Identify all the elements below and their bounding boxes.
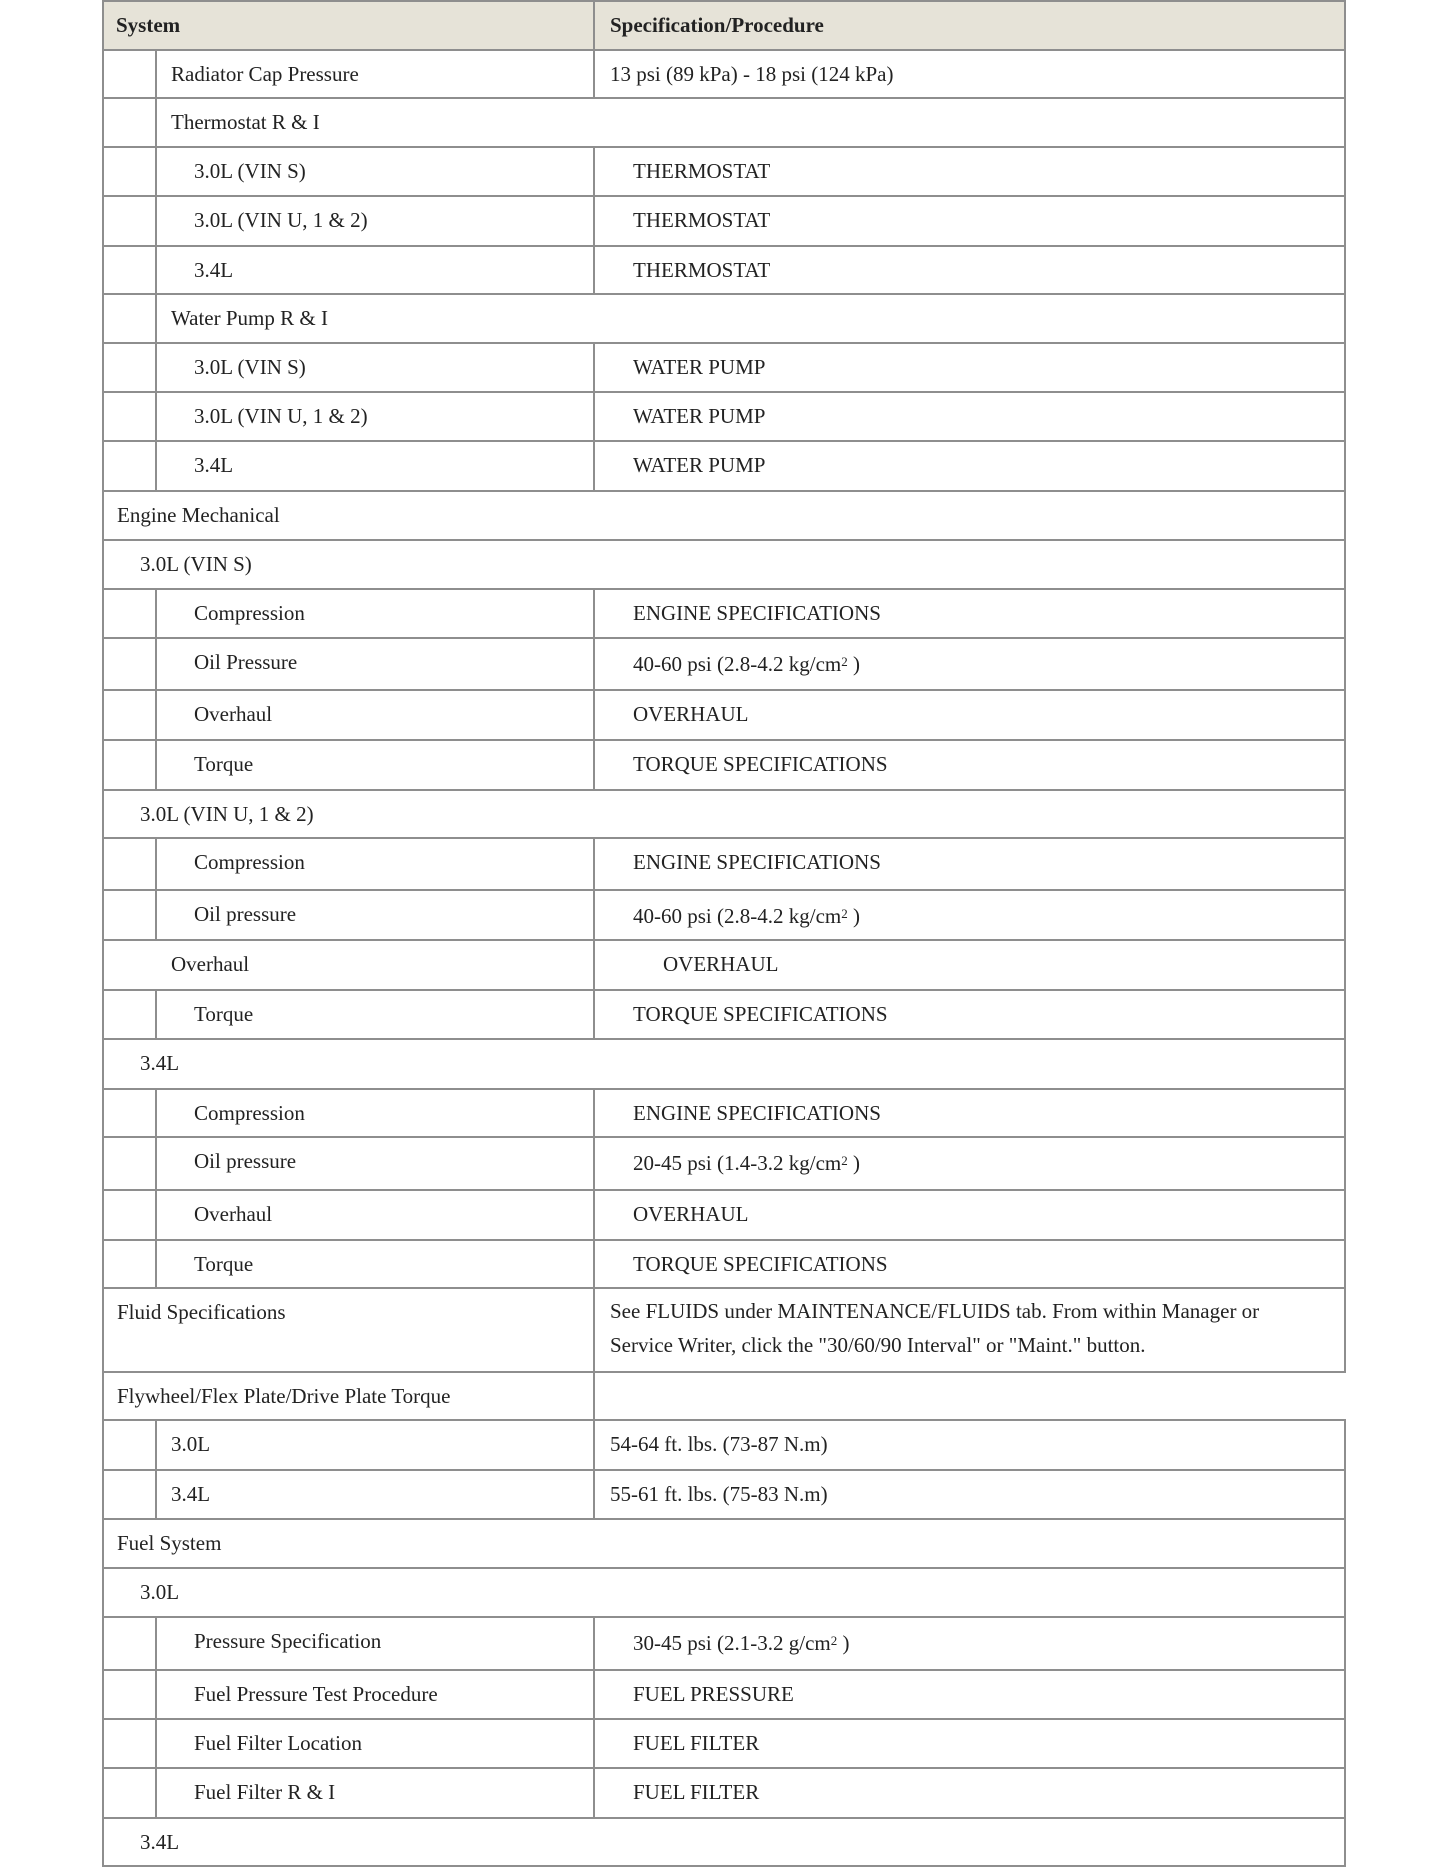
table-rule [593,1470,595,1520]
table-rule [1344,1420,1346,1471]
row-16-system: Compression [194,850,305,874]
spec-superscript: 2 [841,906,848,921]
table-rule [1344,589,1346,639]
row-31-spec [633,1631,849,1655]
table-rule [102,789,1346,791]
row-34-system: Fuel Filter R & I [194,1780,336,1804]
row-21-system: Compression [194,1101,305,1125]
row-33-system: Fuel Filter Location [194,1731,362,1755]
table-rule [102,1865,1346,1867]
spec-text-after: ) [847,1151,860,1175]
table-rule [155,990,157,1040]
table-rule [102,739,1346,741]
row-13-spec: OVERHAUL [633,702,749,726]
table-rule [1344,1288,1346,1373]
table-rule [1344,790,1346,839]
table-rule [593,1,595,51]
table-rule [1344,990,1346,1040]
table-rule [102,195,1346,197]
table-rule [155,638,157,691]
spec-text-after: ) [847,652,860,676]
table-rule [1344,294,1346,344]
table-rule [1344,740,1346,791]
table-rule [155,246,157,295]
table-rule [102,97,1346,99]
row-21-spec: ENGINE SPECIFICATIONS [633,1101,881,1125]
table-rule [102,689,1346,691]
table-rule [1344,147,1346,197]
row-32-system: Fuel Pressure Test Procedure [194,1682,438,1706]
table-rule [1344,1818,1346,1867]
row-28-spec: 55-61 ft. lbs. (75-83 N.m) [610,1482,828,1506]
table-rule [102,588,1346,590]
table-rule [102,637,1346,639]
row-10-system: 3.0L (VIN S) [140,552,252,576]
table-rule [593,196,595,247]
row-0-system: Radiator Cap Pressure [171,62,359,86]
table-rule [1344,1240,1346,1289]
table-rule [102,1718,1346,1720]
row-23-system: Overhaul [194,1202,273,1226]
table-rule [102,440,1346,442]
table-rule [1344,1768,1346,1819]
table-rule [155,1719,157,1769]
row-8-system: 3.4L [194,453,234,477]
table-rule [155,50,157,99]
table-rule [102,1189,1346,1191]
table-rule [593,690,595,741]
table-rule [102,1239,1346,1241]
row-32-spec: FUEL PRESSURE [633,1682,794,1706]
table-rule [593,1420,595,1471]
table-rule [1344,1470,1346,1520]
table-rule [1344,1089,1346,1138]
row-16-spec: ENGINE SPECIFICATIONS [633,850,881,874]
table-rule [1344,343,1346,393]
row-13-system: Overhaul [194,702,273,726]
table-rule [593,1670,595,1720]
table-rule [102,1088,1346,1090]
table-rule [593,246,595,295]
table-rule [1344,1190,1346,1241]
row-26-system: Flywheel/Flex Plate/Drive Plate Torque [117,1384,451,1408]
table-rule [102,391,1346,393]
row-4-spec: THERMOSTAT [633,258,771,282]
table-rule [1344,1039,1346,1090]
row-14-system: Torque [194,752,254,776]
table-rule [155,147,157,197]
table-rule [155,1670,157,1720]
table-rule [155,740,157,791]
table-rule [1344,940,1346,991]
table-rule [1344,1719,1346,1769]
table-rule [593,1372,595,1421]
table-rule [1344,1568,1346,1618]
row-9-system: Engine Mechanical [117,503,280,527]
table-rule [1344,1617,1346,1671]
row-6-system: 3.0L (VIN S) [194,355,306,379]
table-rule [155,1768,157,1819]
spec-text: 40-60 psi (2.8-4.2 kg/cm [633,652,842,676]
table-rule [593,1719,595,1769]
row-0-spec: 13 psi (89 kPa) - 18 psi (124 kPa) [610,62,894,86]
table-rule [155,890,157,941]
table-rule [155,441,157,492]
table-rule [593,1089,595,1138]
table-rule [102,1669,1346,1671]
table-rule [102,245,1346,247]
table-rule [155,1617,157,1671]
row-11-spec: ENGINE SPECIFICATIONS [633,601,881,625]
row-14-spec: TORQUE SPECIFICATIONS [633,752,888,776]
row-18-spec: OVERHAUL [663,952,779,976]
table-rule [155,196,157,247]
row-6-spec: WATER PUMP [633,355,766,379]
table-rule [102,490,1346,492]
table-rule [102,0,1346,2]
row-7-system: 3.0L (VIN U, 1 & 2) [194,404,368,428]
row-25-system: Fluid Specifications [117,1300,286,1324]
row-3-system: 3.0L (VIN U, 1 & 2) [194,208,368,232]
row-15-system: 3.0L (VIN U, 1 & 2) [140,802,314,826]
table-rule [155,1137,157,1191]
table-rule [102,989,1346,991]
table-rule [155,1089,157,1138]
table-rule [102,939,1346,941]
table-rule [1344,690,1346,741]
table-rule [102,146,1346,148]
spec-superscript: 2 [841,654,848,669]
table-rule [593,1240,595,1289]
table-rule [1344,1670,1346,1720]
table-rule [593,1137,595,1191]
table-rule [1344,491,1346,541]
table-rule [1344,50,1346,99]
table-rule [1344,1519,1346,1569]
table-rule [593,890,595,941]
row-24-spec: TORQUE SPECIFICATIONS [633,1252,888,1276]
table-rule [102,1817,1346,1819]
table-rule [1344,838,1346,891]
row-19-system: Torque [194,1002,254,1026]
row-2-system: 3.0L (VIN S) [194,159,306,183]
spec-superscript: 2 [830,1633,838,1648]
row-2-spec: THERMOSTAT [633,159,771,183]
table-rule [593,740,595,791]
table-rule [102,889,1346,891]
table-rule [1344,1137,1346,1191]
table-rule [1344,540,1346,590]
spec-text: 40-60 psi (2.8-4.2 kg/cm [633,904,842,928]
table-rule [1344,246,1346,295]
table-rule [155,294,157,344]
row-34-spec: FUEL FILTER [633,1780,760,1804]
table-rule [102,49,1346,51]
table-rule [593,392,595,442]
table-rule [593,1288,595,1373]
header-system: System [116,13,181,37]
row-31-system: Pressure Specification [194,1629,382,1653]
spec-text-after: ) [847,904,860,928]
table-rule [593,838,595,891]
table-rule [102,342,1346,344]
row-3-spec: THERMOSTAT [633,208,771,232]
table-rule [1344,196,1346,247]
spec-superscript: 2 [841,1153,848,1168]
row-5-system: Water Pump R & I [171,306,328,330]
table-rule [102,1767,1346,1769]
spec-text: 30-45 psi (2.1-3.2 g/cm [633,1631,831,1655]
table-rule [155,589,157,639]
table-rule [593,441,595,492]
table-rule [102,1469,1346,1471]
row-22-spec [633,1151,860,1175]
row-22-system: Oil pressure [194,1149,297,1173]
header-specification: Specification/Procedure [610,13,824,37]
row-33-spec: FUEL FILTER [633,1731,760,1755]
table-rule [102,1518,1346,1520]
table-rule [593,1617,595,1671]
row-19-spec: TORQUE SPECIFICATIONS [633,1002,888,1026]
table-rule [1344,441,1346,492]
table-rule [102,1371,1346,1373]
table-rule [155,1240,157,1289]
row-23-spec: OVERHAUL [633,1202,749,1226]
row-20-system: 3.4L [140,1051,180,1075]
table-rule [593,589,595,639]
table-rule [102,1136,1346,1138]
table-rule [1344,392,1346,442]
table-rule [593,50,595,99]
row-27-system: 3.0L [171,1432,211,1456]
table-rule [102,1287,1346,1289]
table-rule [102,539,1346,541]
table-rule [102,1,104,1867]
row-17-spec [633,904,860,928]
table-rule [102,837,1346,839]
table-rule [593,940,595,991]
table-rule [593,638,595,691]
table-rule [593,990,595,1040]
row-30-system: 3.0L [140,1580,180,1604]
table-rule [155,1420,157,1471]
table-rule [1344,98,1346,148]
table-rule [102,1616,1346,1618]
row-11-system: Compression [194,601,305,625]
table-rule [593,343,595,393]
row-17-system: Oil pressure [194,902,297,926]
table-rule [102,1419,1346,1421]
table-rule [155,690,157,741]
table-rule [155,98,157,148]
table-rule [593,1768,595,1819]
table-rule [1344,1,1346,51]
row-28-system: 3.4L [171,1482,211,1506]
row-1-system: Thermostat R & I [171,110,320,134]
table-rule [155,343,157,393]
row-4-system: 3.4L [194,258,234,282]
spec-text-after: ) [837,1631,850,1655]
table-rule [1344,638,1346,691]
table-rule [593,147,595,197]
table-rule [102,1038,1346,1040]
table-rule [1344,890,1346,941]
row-12-system: Oil Pressure [194,650,298,674]
spec-text: 20-45 psi (1.4-3.2 kg/cm [633,1151,842,1175]
row-18-system: Overhaul [171,952,250,976]
row-8-spec: WATER PUMP [633,453,766,477]
row-12-spec [633,652,860,676]
table-rule [155,838,157,891]
table-rule [102,1567,1346,1569]
table-rule [593,1190,595,1241]
row-24-system: Torque [194,1252,254,1276]
table-rule [102,293,1346,295]
row-25-spec: See FLUIDS under MAINTENANCE/FLUIDS tab. From within Manager or Service Writer, click the "30/60/90 Interval" or "Maint." button. [610,1299,1260,1357]
table-rule [155,392,157,442]
table-rule [155,1190,157,1241]
table-rule [155,1470,157,1520]
row-7-spec: WATER PUMP [633,404,766,428]
row-35-system: 3.4L [140,1830,180,1854]
row-29-system: Fuel System [117,1531,222,1555]
row-27-spec: 54-64 ft. lbs. (73-87 N.m) [610,1432,828,1456]
